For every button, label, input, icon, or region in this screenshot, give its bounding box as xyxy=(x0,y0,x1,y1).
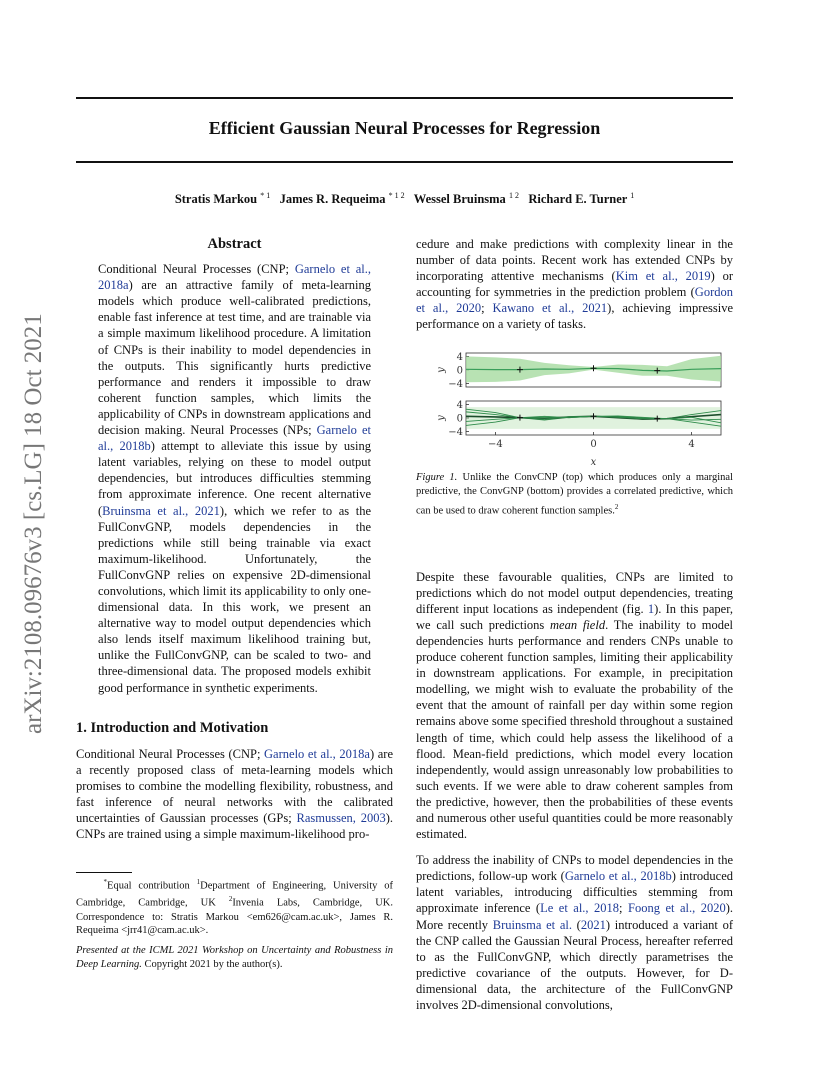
citation-link[interactable]: Rasmussen, 2003 xyxy=(296,811,386,826)
footnote-mark: 2 xyxy=(228,895,233,904)
left-column xyxy=(76,236,393,842)
text-run: cedure and make predictions with complexity linear in the number of data points. Recent work has extended CNPs by incorporating attentive mechanisms ( xyxy=(416,237,733,284)
citation-link[interactable]: Le et al., 2018 xyxy=(540,901,620,916)
text-run: ). In this paper, we call such predictions xyxy=(416,601,733,632)
caption-text: Unlike the ConvCNP (top) which produces only a marginal predictive, the ConvGNP (bottom) provides a correlated predictive, which can be used to draw coherent function samples. xyxy=(416,472,733,517)
y-tick-label: 4 xyxy=(456,399,463,411)
paragraph xyxy=(416,569,733,843)
author-name: Richard E. Turner xyxy=(528,192,628,207)
footnote-rule xyxy=(76,872,132,873)
citation-link[interactable]: Garnelo et al., 2018a xyxy=(264,746,370,761)
citation-link[interactable]: Garnelo et al., 2018b xyxy=(564,869,672,884)
section-heading: 1. Introduction and Motivation xyxy=(76,719,269,736)
text-run: To address the inability of CNPs to model dependencies in the predictions, follow-up work ( xyxy=(416,853,733,884)
abstract-heading: Abstract xyxy=(207,236,262,252)
y-axis-label: y xyxy=(436,415,447,421)
text-run: ) or accounting for symmetries in the prediction problem ( xyxy=(416,269,733,300)
text-run: ; xyxy=(481,301,493,316)
text-run: ). More recently xyxy=(416,901,734,932)
text-run: Invenia Labs, Cambridge, UK. Correspondence to: Stratis Markou <em626@cam.ac.uk>, James R. Requeima <jrr41@cam.ac.uk>. xyxy=(76,897,393,937)
citation-link[interactable]: Foong et al., 2020 xyxy=(628,901,726,916)
text-run: Equal contribution xyxy=(107,880,197,892)
footnote-mark: 2 xyxy=(614,502,619,511)
author-name: Wessel Bruinsma xyxy=(413,192,506,207)
y-tick-label: 0 xyxy=(456,365,463,377)
text-run: ). CNPs are trained using a simple maximum-likelihood pro- xyxy=(76,811,393,842)
figure-caption xyxy=(416,471,733,518)
text-run: . The inability to model dependencies hurts performance and renders CNPs unable to produce coherent function samples, limiting their applicability in downstream applications. For example, in precipitation modelling, we might wish to evaluate the probability of the event that the amount of rainfall per day within some region remains above some specified threshold throughout a sustained length of time, which could help assess the likelihood of a flood. Mean-field predictions, which model every location independently, would assign unreasonably low probabilities to such events. If we were able to draw coherent samples from the predictive, however, then the probabilities of these events and numerous other useful quantities could be more reasonably estimated. xyxy=(416,617,733,842)
paragraph xyxy=(416,852,733,1013)
text-run: ) are an attractive family of meta-learning models which produce well-calibrated predictions, enable fast inference at test time, and are trainable via a simple maximum likelihood procedure. A limitation of CNPs is their inability to model dependencies in the outputs. This significantly hurts predictive performance and renders it impossible to draw coherent function samples, which limits the applicability of CNPs in downstream applications and decision making. Neural Processes (NPs; xyxy=(98,278,371,438)
text-run: ( xyxy=(571,917,581,932)
text-run: Despite these favourable qualities, CNPs are limited to predictions which do not model output dependencies, treating different input locations as independent (fig. xyxy=(416,569,733,616)
x-tick-label: −4 xyxy=(488,439,503,450)
text-run: Department of Engineering, University of Cambridge, Cambridge, UK xyxy=(76,880,394,909)
figure-1 xyxy=(416,345,733,470)
author-list xyxy=(76,191,733,207)
x-tick-label: 0 xyxy=(590,439,597,450)
text-run: Conditional Neural Processes (CNP; xyxy=(76,746,265,761)
citation-link[interactable]: Kawano et al., 2021 xyxy=(492,301,608,316)
citation-link[interactable]: Bruinsma et al. xyxy=(492,917,572,932)
paper-title: Efficient Gaussian Neural Processes for Regression xyxy=(208,118,601,138)
citation-link[interactable]: Bruinsma et al., 2021 xyxy=(102,503,220,518)
workshop-venue: Presented at the ICML 2021 Workshop on Uncertainty and Robustness in Deep Learning. xyxy=(76,945,393,970)
title-rule-top xyxy=(76,97,733,99)
y-tick-label: −4 xyxy=(448,427,463,439)
abstract-text xyxy=(98,261,371,696)
text-run: ; xyxy=(619,901,629,916)
y-tick-label: −4 xyxy=(448,379,463,391)
text-run: Conditional Neural Processes (CNP; xyxy=(98,262,295,277)
workshop-note xyxy=(76,944,393,972)
y-axis-label: y xyxy=(436,367,447,373)
author-affiliation: 1 xyxy=(630,191,635,200)
footnote-mark: * xyxy=(103,878,108,886)
text-run: ), achieving impressive performance on a variety of tasks. xyxy=(416,301,733,332)
title-rule-bottom xyxy=(76,161,733,163)
text-run: ) are a recently proposed class of meta-learning models which promises to combine the modelling flexibility, robustness, and fast inference of neural networks with the calibrated uncertainties of Gaussian processes (GPs; xyxy=(76,746,393,826)
figure-1-plot xyxy=(416,345,733,470)
author-name: James R. Requeima xyxy=(279,192,386,207)
citation-link[interactable]: Garnelo et al., 2018b xyxy=(98,423,371,454)
copyright: Copyright 2021 by the author(s). xyxy=(141,958,283,970)
citation-link[interactable]: Gordon et al., 2020 xyxy=(416,285,733,316)
caption-label: Figure 1. xyxy=(416,472,458,483)
author-name: Stratis Markou xyxy=(174,192,258,207)
citation-link[interactable]: Garnelo et al., 2018a xyxy=(98,262,371,293)
y-tick-label: 4 xyxy=(456,351,463,363)
x-tick-label: 4 xyxy=(688,439,695,450)
figure-ref-link[interactable]: 1 xyxy=(647,601,655,616)
paragraph xyxy=(416,236,733,333)
citation-link[interactable]: Kim et al., 2019 xyxy=(615,269,711,284)
emphasis: mean field xyxy=(550,617,606,632)
citation-link[interactable]: 2021 xyxy=(580,917,606,932)
footnote-mark: 1 xyxy=(196,878,201,886)
context-point xyxy=(591,365,597,371)
author-affiliation: * 1 xyxy=(260,191,271,200)
text-run: ) introduced a variant of the CNP called the Gaussian Neural Process, hereafter referred to as the FullConvGNP, which directly parametrises the predictive covariance of the outputs. However, for D-dimensional data, the architecture of the FullConvGNP involves 2D-dimensional convolutions, xyxy=(416,917,733,1012)
x-axis-label: x xyxy=(590,457,597,468)
author-affiliation: 1 2 xyxy=(508,191,519,200)
text-run: ) attempt to alleviate this issue by using latent variables, relying on these to model output dependencies, but introduces difficulties stemming from approximate inference. One recent alternative ( xyxy=(98,439,371,518)
y-tick-label: 0 xyxy=(456,413,463,425)
footnote xyxy=(76,876,393,938)
intro-paragraph xyxy=(76,746,393,843)
text-run: ), which we refer to as the FullConvGNP, models dependencies in the predictions while still being trainable via exact maximum-likelihood. Unfortunately, the FullConvGNP relies on expensive 2D-dimensional convolutions, which limit its applicability to only one-dimensional data. In this work, we present an alternative way to model output dependencies which also lends itself maximum likelihood training but, unlike the FullConvGNP, can be scaled to two- and three-dimensional data. The proposed models exhibit good performance in synthetic experiments. xyxy=(98,503,372,695)
author-affiliation: * 1 2 xyxy=(388,191,405,200)
arxiv-stamp: arXiv:2108.09676v3 [cs.LG] 18 Oct 2021 xyxy=(20,313,47,734)
text-run: ) introduced latent variables, introducing difficulties stemming from approximate inference ( xyxy=(416,869,733,916)
